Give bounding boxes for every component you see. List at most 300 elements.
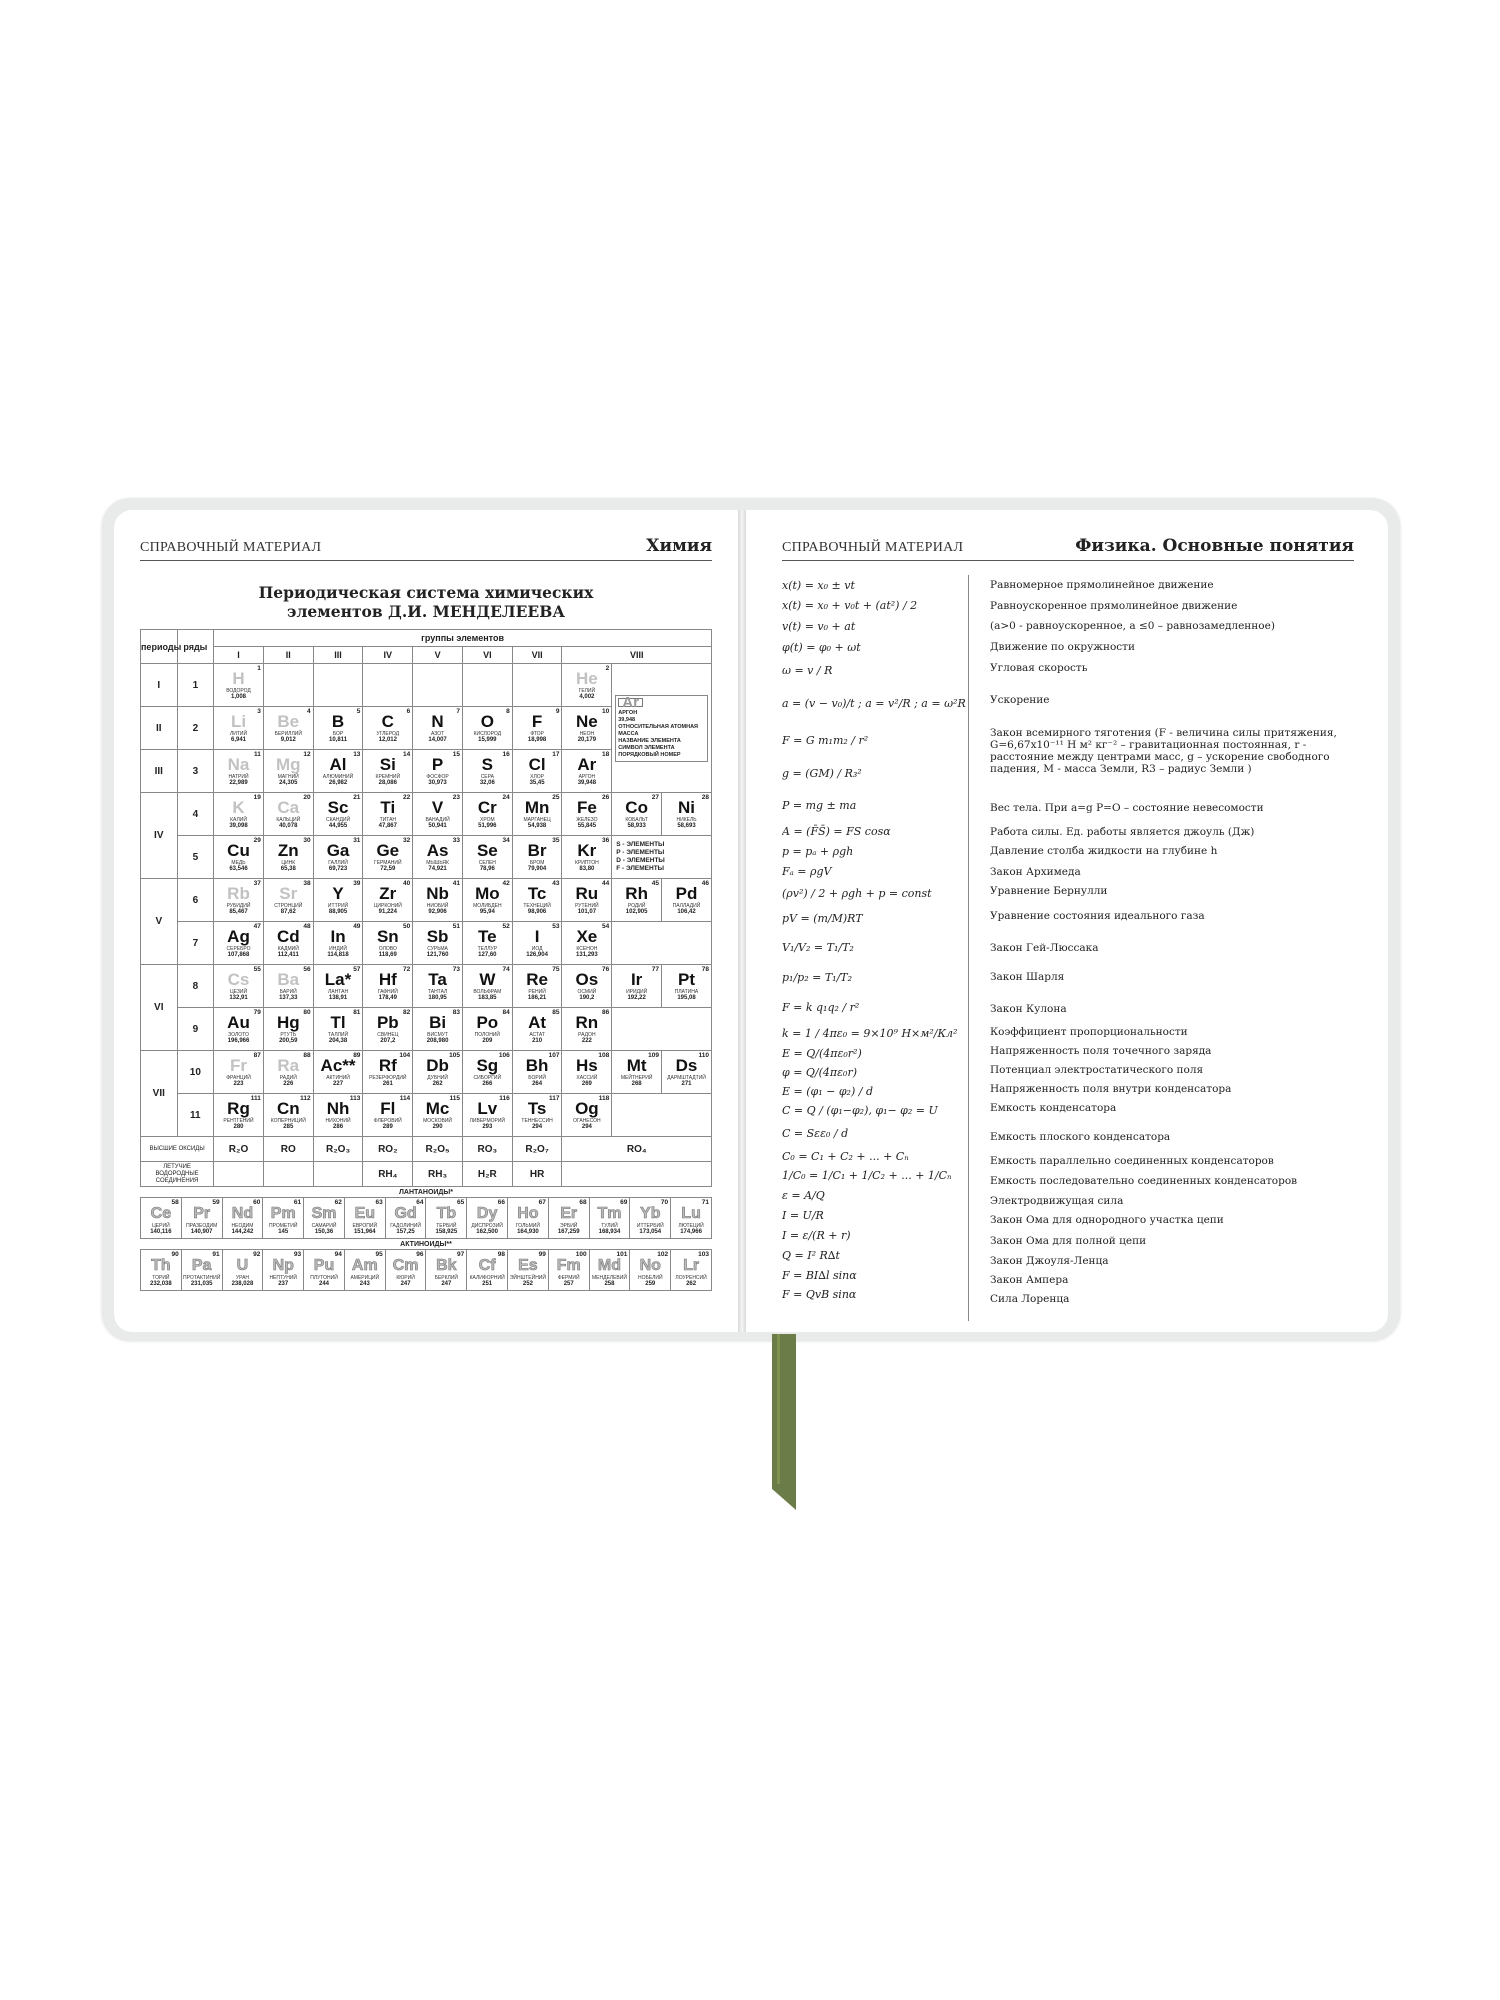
atomic-mass: 157,25 <box>396 1229 415 1235</box>
atomic-mass: 294 <box>532 1124 543 1130</box>
group-number: V <box>413 647 463 664</box>
period-row <box>141 1008 712 1051</box>
description: Потенциал электростатического поля <box>990 1064 1204 1076</box>
element-name: ЦИНК <box>281 860 296 866</box>
element-cell <box>562 664 612 707</box>
element-cell <box>313 1094 363 1137</box>
element-name: СУРЬМА <box>427 946 448 952</box>
row-label: 4 <box>177 793 214 836</box>
element-name: ЛОУРЕНСИЙ <box>675 1275 707 1281</box>
element-name: ЦЕЗИЙ <box>229 989 248 995</box>
formula-column <box>782 575 968 1308</box>
atomic-number: 38 <box>303 880 311 887</box>
element-cell <box>512 750 562 793</box>
element-name: НЕОН <box>579 731 595 737</box>
atomic-mass: 140,907 <box>190 1229 213 1235</box>
atomic-number: 69 <box>620 1199 628 1206</box>
atomic-mass: 226 <box>283 1081 294 1087</box>
description: Вес тела. При a=g P=O – состояние невесомости <box>990 802 1264 814</box>
element-name: КРЕМНИЙ <box>375 774 401 780</box>
element-name: ТЕРБИЙ <box>436 1223 457 1229</box>
formula: x(t) = x₀ ± vt <box>782 579 855 592</box>
hydride-formula: RH₃ <box>413 1162 463 1187</box>
block-legend <box>612 836 712 879</box>
atomic-number: 105 <box>449 1052 460 1059</box>
element-cell <box>263 1094 313 1137</box>
element-cell <box>662 793 712 836</box>
element-symbol: Gd <box>394 1205 417 1222</box>
element-cell <box>214 1051 264 1094</box>
atomic-number: 1 <box>257 665 261 672</box>
element-name: АЛЮМИНИЙ <box>322 774 354 780</box>
element-name: БАРИЙ <box>279 989 297 995</box>
element-symbol: Tb <box>436 1205 457 1222</box>
element-symbol: Hs <box>576 1056 598 1075</box>
description: Закон Ампера <box>990 1274 1069 1286</box>
atomic-mass: 47,867 <box>378 823 397 829</box>
element-symbol: Es <box>518 1257 538 1274</box>
atomic-mass: 132,91 <box>229 995 248 1001</box>
element-symbol: Ts <box>527 1099 547 1118</box>
period-row <box>141 1051 712 1094</box>
element-cell <box>263 1008 313 1051</box>
atomic-mass: 15,999 <box>478 737 497 743</box>
element-name: ОГАНЕСОН <box>573 1118 601 1124</box>
atomic-mass: 289 <box>382 1124 393 1130</box>
atomic-number: 24 <box>502 794 510 801</box>
element-name: СВИНЕЦ <box>377 1032 399 1038</box>
element-symbol: Co <box>625 798 648 817</box>
element-symbol: C <box>381 712 394 731</box>
atomic-number: 7 <box>456 708 460 715</box>
atomic-number: 73 <box>452 966 460 973</box>
atomic-mass: 12,012 <box>378 737 397 743</box>
legend-name: АРГОН <box>618 709 638 716</box>
element-symbol: H <box>232 669 245 688</box>
element-symbol: La* <box>324 970 352 989</box>
atomic-mass: 269 <box>581 1081 592 1087</box>
atomic-mass: 151,964 <box>353 1229 376 1235</box>
atomic-mass: 30,973 <box>428 780 447 786</box>
atomic-mass: 190,2 <box>579 995 595 1001</box>
hydride-formula <box>263 1162 313 1187</box>
element-cell <box>671 1250 712 1291</box>
element-name: МАГНИЙ <box>277 774 299 780</box>
oxide-formula: R₂O₅ <box>413 1137 463 1162</box>
element-symbol: Ni <box>678 798 695 817</box>
atomic-number: 48 <box>303 923 311 930</box>
atomic-mass: 252 <box>522 1281 533 1287</box>
atomic-mass: 127,60 <box>478 952 497 958</box>
atomic-mass: 131,293 <box>576 952 598 958</box>
element-name: КСЕНОН <box>576 946 598 952</box>
atomic-mass: 39,098 <box>229 823 248 829</box>
element-name: РЕНИЙ <box>528 989 546 995</box>
atomic-mass: 69,723 <box>328 866 348 872</box>
element-name: БОР <box>332 731 344 737</box>
empty-cell <box>612 1094 712 1137</box>
element-cell <box>413 793 463 836</box>
period-label: VI <box>141 965 178 1051</box>
element-symbol: Mg <box>276 755 301 774</box>
element-cell <box>313 750 363 793</box>
atomic-number: 118 <box>598 1095 610 1102</box>
atomic-mass: 95,94 <box>479 909 495 915</box>
block-legend-item: P - ЭЛЕМЕНТЫ <box>616 849 665 856</box>
atomic-number: 72 <box>402 966 411 973</box>
element-name: МЫШЬЯК <box>426 860 449 866</box>
atomic-mass: 50,941 <box>428 823 447 829</box>
element-symbol: Sr <box>279 884 298 903</box>
element-cell <box>363 965 413 1008</box>
element-cell <box>222 1250 263 1291</box>
element-cell <box>263 879 313 922</box>
element-symbol: Ge <box>376 841 400 860</box>
element-symbol: Po <box>476 1013 499 1032</box>
element-symbol: K <box>232 798 245 817</box>
atomic-mass: 78,96 <box>479 866 495 872</box>
atomic-number: 70 <box>660 1199 669 1206</box>
element-cell <box>214 879 264 922</box>
oxides-label: ВЫСШИЕ ОКСИДЫ <box>141 1137 214 1162</box>
description: Напряженность поля внутри конденсатора <box>990 1083 1232 1095</box>
hydrides-label: ЛЕТУЧИЕ ВОДОРОДНЫЕ СОЕДИНЕНИЯ <box>141 1162 214 1187</box>
element-symbol: Ar <box>577 755 597 774</box>
element-symbol: P <box>431 755 444 774</box>
element-cell <box>263 1198 304 1239</box>
element-cell <box>512 922 562 965</box>
element-name: ТАЛЛИЙ <box>327 1032 349 1038</box>
element-symbol: Cs <box>227 970 250 989</box>
element-name: АМЕРИЦИЙ <box>350 1275 380 1281</box>
element-name: РУТЕНИЙ <box>575 903 599 909</box>
element-cell <box>662 965 712 1008</box>
formula: x(t) = x₀ + v₀t + (at²) / 2 <box>782 599 918 612</box>
element-name: СТРОНЦИЙ <box>274 903 303 909</box>
atomic-mass: 118,69 <box>378 952 397 958</box>
atomic-number: 116 <box>499 1095 510 1102</box>
element-name: ЭРБИЙ <box>560 1223 578 1229</box>
atomic-number: 81 <box>353 1009 361 1016</box>
actinides-table <box>140 1249 712 1291</box>
element-symbol: Lv <box>477 1099 498 1118</box>
atomic-number: 34 <box>502 837 510 844</box>
atomic-number: 74 <box>502 966 510 973</box>
element-cell <box>214 922 264 965</box>
atomic-mass: 259 <box>645 1281 656 1287</box>
element-cell <box>512 1051 562 1094</box>
description: Закон Архимеда <box>990 866 1081 878</box>
element-name: СЕРЕБРО <box>226 946 251 952</box>
atomic-mass: 63,546 <box>229 866 248 872</box>
element-name: НЕПТУНИЙ <box>269 1275 298 1281</box>
atomic-mass: 227 <box>333 1081 344 1087</box>
page-header <box>140 536 712 561</box>
period-label: VII <box>141 1051 178 1137</box>
period-label: II <box>141 707 178 750</box>
formula: a = (v − v₀)/t ; a = v²/R ; a = ω²R <box>782 697 966 710</box>
element-symbol: Os <box>575 970 599 989</box>
row-label: 11 <box>177 1094 214 1137</box>
element-name: ФЕРМИЙ <box>557 1275 580 1281</box>
element-cell <box>612 965 662 1008</box>
element-symbol: Li <box>230 712 247 731</box>
title-line-1: Периодическая система химических <box>258 583 594 602</box>
element-name: БОРИЙ <box>528 1075 546 1081</box>
formula: A = (F̄S̄) = FS cosα <box>782 825 891 838</box>
element-cell <box>214 836 264 879</box>
element-name: РАДИЙ <box>279 1075 297 1081</box>
element-name: НАТРИЙ <box>228 774 249 780</box>
atomic-number: 56 <box>303 966 311 973</box>
description: Равноускоренное прямолинейное движение <box>990 600 1238 612</box>
atomic-mass: 238,028 <box>231 1281 254 1287</box>
element-symbol: Ce <box>150 1205 172 1222</box>
row-label: 6 <box>177 879 214 922</box>
atomic-number: 99 <box>538 1251 546 1258</box>
atomic-number: 86 <box>602 1009 610 1016</box>
legend-label: НАЗВАНИЕ ЭЛЕМЕНТА <box>618 737 681 744</box>
atomic-mass: 208,980 <box>426 1038 449 1044</box>
element-cell <box>413 879 463 922</box>
formula: k = 1 / 4πε₀ = 9×10⁹ H×м²/Кл² <box>782 1027 958 1040</box>
atomic-mass: 112,411 <box>277 952 299 958</box>
element-cell <box>263 707 313 750</box>
atomic-mass: 268 <box>631 1081 642 1087</box>
element-name: МЕНДЕЛЕВИЙ <box>591 1275 627 1281</box>
family-row <box>141 1250 712 1291</box>
atomic-number: 20 <box>303 794 311 801</box>
atomic-mass: 262 <box>432 1081 443 1087</box>
element-cell <box>512 707 562 750</box>
formula: φ(t) = φ₀ + ωt <box>782 641 861 654</box>
atomic-mass: 209 <box>482 1038 493 1044</box>
element-name: НИХОНИЙ <box>325 1118 351 1124</box>
description: Уравнение Бернулли <box>990 885 1108 897</box>
atomic-number: 12 <box>303 751 311 758</box>
element-cell <box>512 879 562 922</box>
element-symbol: Rg <box>227 1099 250 1118</box>
lanthanides-label: ЛАНТАНОИДЫ* <box>398 1189 453 1196</box>
element-cell <box>562 879 612 922</box>
atomic-mass: 261 <box>382 1081 393 1087</box>
element-cell <box>263 750 313 793</box>
atomic-number: 89 <box>353 1052 361 1059</box>
formula: E = (φ₁ − φ₂) / d <box>782 1085 873 1098</box>
atomic-mass: 40,078 <box>279 823 298 829</box>
legend-cell <box>612 664 712 793</box>
atomic-number: 91 <box>212 1251 220 1258</box>
element-name: ПОЛОНИЙ <box>474 1032 501 1038</box>
element-name: ДИСПРОЗИЙ <box>471 1223 503 1229</box>
atomic-mass: 178,49 <box>378 995 397 1001</box>
atomic-mass: 4,002 <box>579 694 595 700</box>
element-symbol: Br <box>527 841 547 860</box>
atomic-mass: 72,59 <box>380 866 396 872</box>
header-title: Физика. Основные понятия <box>1075 536 1354 556</box>
atomic-number: 117 <box>548 1095 560 1102</box>
atomic-number: 35 <box>552 837 560 844</box>
element-cell <box>548 1250 589 1291</box>
description: (a>0 - равноускоренное, a ≤0 – равнозамедленное) <box>990 620 1275 632</box>
element-symbol: Nd <box>231 1205 254 1222</box>
element-symbol: Ca <box>277 798 300 817</box>
element-cell <box>214 793 264 836</box>
atomic-mass: 58,693 <box>677 823 696 829</box>
element-name: ПАЛЛАДИЙ <box>672 903 701 909</box>
description: Угловая скорость <box>990 662 1088 674</box>
element-cell <box>562 750 612 793</box>
element-cell <box>313 836 363 879</box>
oxide-formula: R₂O₇ <box>512 1137 562 1162</box>
element-name: ГЕРМАНИЙ <box>373 860 402 866</box>
element-cell <box>363 750 413 793</box>
element-name: ФРАНЦИЙ <box>226 1075 251 1081</box>
legend-symbol: Ar <box>618 698 643 707</box>
atomic-mass: 222 <box>581 1038 592 1044</box>
element-name: БРОМ <box>529 860 545 866</box>
atomic-mass: 39,948 <box>577 780 597 786</box>
formula: (ρv²) / 2 + ρgh + p = const <box>782 887 932 900</box>
element-cell <box>562 965 612 1008</box>
element-name: ФТОР <box>530 731 544 737</box>
element-symbol: Bi <box>429 1013 447 1032</box>
row-label: 9 <box>177 1008 214 1051</box>
periodic-table-title <box>140 583 712 621</box>
element-cell <box>562 1051 612 1094</box>
element-name: ВАНАДИЙ <box>425 817 450 823</box>
element-cell <box>508 1250 549 1291</box>
element-symbol: Zr <box>379 884 397 903</box>
atomic-number: 94 <box>334 1251 342 1258</box>
element-name: ТЕННЕССИН <box>521 1118 553 1124</box>
element-cell <box>363 1094 413 1137</box>
atomic-number: 103 <box>698 1251 709 1258</box>
description: Коэффициент пропорциональности <box>990 1026 1188 1038</box>
element-symbol: Sc <box>327 798 349 817</box>
element-cell <box>413 836 463 879</box>
element-symbol: N <box>431 712 444 731</box>
element-symbol: Eu <box>354 1205 376 1222</box>
atomic-number: 59 <box>212 1199 220 1206</box>
element-cell <box>263 836 313 879</box>
element-symbol: Be <box>277 712 300 731</box>
element-name: НОБЕЛИЙ <box>637 1275 663 1281</box>
atomic-number: 87 <box>253 1052 261 1059</box>
element-cell <box>313 922 363 965</box>
oxide-formula: R₂O₃ <box>313 1137 363 1162</box>
legend-label: СИМВОЛ ЭЛЕМЕНТА <box>618 744 675 751</box>
atomic-number: 75 <box>552 966 560 973</box>
element-cell <box>630 1250 671 1291</box>
atomic-number: 9 <box>555 708 560 715</box>
atomic-number: 77 <box>651 966 660 973</box>
atomic-number: 67 <box>538 1199 546 1206</box>
atomic-number: 36 <box>602 837 610 844</box>
element-name: ОСМИЙ <box>577 989 597 995</box>
atomic-number: 114 <box>399 1095 411 1102</box>
atomic-mass: 137,33 <box>279 995 298 1001</box>
element-symbol: Ga <box>326 841 350 860</box>
element-symbol: Sb <box>426 927 449 946</box>
atomic-number: 5 <box>356 708 361 715</box>
atomic-mass: 183,85 <box>478 995 497 1001</box>
atomic-number: 83 <box>452 1009 460 1016</box>
element-cell <box>363 836 413 879</box>
atomic-number: 47 <box>253 923 261 930</box>
element-name: КИСЛОРОД <box>473 731 502 737</box>
element-cell <box>181 1198 222 1239</box>
legend-mass: 39,948 <box>618 716 636 723</box>
atomic-mass: 126,904 <box>526 952 548 958</box>
atomic-mass: 204,38 <box>328 1038 348 1044</box>
atomic-number: 11 <box>254 751 261 758</box>
element-name: ПРОТАКТИНИЙ <box>183 1275 221 1281</box>
element-symbol: Fl <box>380 1099 396 1118</box>
element-symbol: Si <box>379 755 396 774</box>
element-name: УГЛЕРОД <box>376 731 400 737</box>
description: Работа силы. Ед. работы является джоуль (Дж) <box>990 826 1255 838</box>
atomic-mass: 6,941 <box>231 737 247 743</box>
header-label: СПРАВОЧНЫЙ МАТЕРИАЛ <box>782 540 964 555</box>
element-symbol: Nh <box>326 1099 350 1118</box>
atomic-mass: 173,054 <box>639 1229 662 1235</box>
element-cell <box>363 664 413 707</box>
atomic-number: 25 <box>552 794 560 801</box>
element-name: ГОЛЬМИЙ <box>515 1223 540 1229</box>
element-symbol: Ir <box>630 970 643 989</box>
element-cell <box>263 1051 313 1094</box>
element-symbol: Rb <box>227 884 250 903</box>
element-name: КЮРИЙ <box>396 1275 415 1281</box>
atomic-number: 93 <box>293 1251 302 1258</box>
atomic-number: 31 <box>353 837 361 844</box>
physics-reference <box>782 575 1354 1308</box>
element-symbol: Hg <box>276 1013 300 1032</box>
element-symbol: Pb <box>376 1013 399 1032</box>
element-symbol: Cn <box>276 1099 300 1118</box>
element-cell <box>363 922 413 965</box>
element-name: СИБОРГИЙ <box>473 1075 502 1081</box>
element-symbol: Mo <box>475 884 500 903</box>
atomic-mass: 247 <box>441 1281 452 1287</box>
atomic-number: 3 <box>257 708 261 715</box>
element-symbol: S <box>481 755 493 774</box>
atomic-mass: 98,906 <box>527 909 547 915</box>
formula: Q = I² R∆t <box>782 1249 840 1262</box>
element-name: ТЕХНЕЦИЙ <box>523 903 551 909</box>
description: Закон всемирного тяготения (F - величина силы притяжения, G=6,67x10⁻¹¹ Н м² кг⁻² – гравитационная постоянная, r - расстояние между центрами масс, g – ускорение свободного падения, M - масса Земли, R3 – радиус Земли ) <box>990 727 1337 775</box>
element-cell <box>512 793 562 836</box>
element-name: ТАНТАЛ <box>427 989 448 995</box>
element-symbol: At <box>528 1013 547 1032</box>
description: Ускорение <box>990 694 1050 706</box>
element-cell <box>467 1250 508 1291</box>
element-name: КАЛИФОРНИЙ <box>469 1275 505 1281</box>
element-name: ЛИВЕРМОРИЙ <box>469 1118 506 1124</box>
element-cell <box>589 1198 630 1239</box>
element-name: РУБИДИЙ <box>226 903 251 909</box>
element-symbol: Sm <box>311 1205 337 1222</box>
row-label: 1 <box>177 664 214 707</box>
formula: F = k q₁q₂ / r² <box>782 1001 860 1014</box>
header-title: Химия <box>646 536 712 556</box>
element-symbol: Ru <box>575 884 599 903</box>
physics-page <box>746 510 1388 1332</box>
atomic-mass: 231,035 <box>190 1281 213 1287</box>
element-symbol: Cu <box>227 841 250 860</box>
element-symbol: Np <box>272 1257 294 1274</box>
